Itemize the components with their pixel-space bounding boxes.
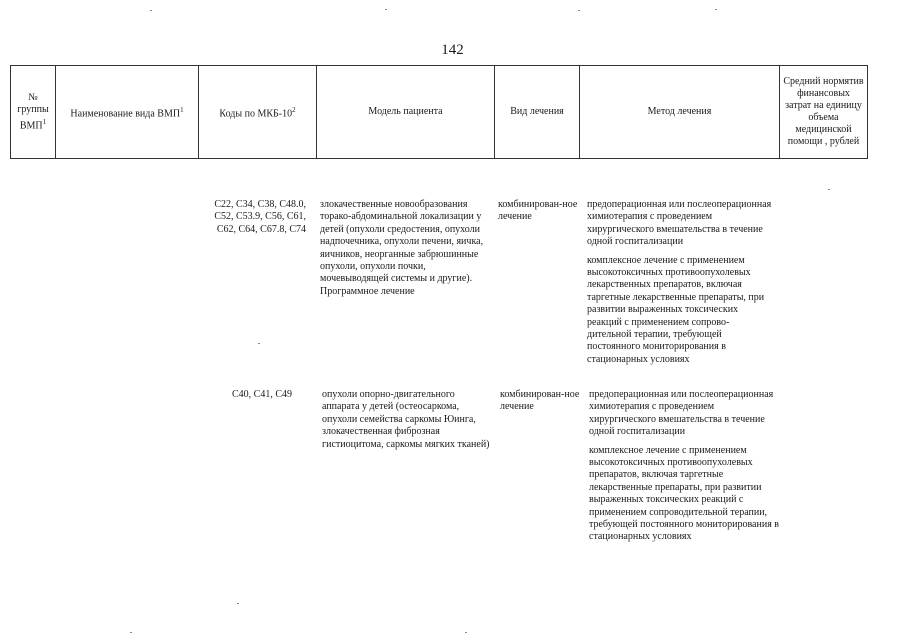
scan-speck	[465, 632, 467, 633]
row1-method-2: комплексное лечение с применением высокотоксичных противоопухолевых лекарственных препаратов, включая таргетные лекарственные препараты, при развитии выраженных токсических реакций с применением сопрово-дительной терапии, требующей постоянного мониторирования в стационарных условиях	[587, 254, 765, 365]
scan-speck	[578, 10, 580, 11]
row2-patient-model: опухоли опорно-двигательного аппарата у детей (остеосаркома, опухоли семейства саркомы Юинга, злокачественная фиброзная гистиоцитома, саркомы мягких тканей)	[322, 389, 490, 450]
header-treatment-type: Вид лечения	[495, 66, 580, 159]
row2-method-2: комплексное лечение с применением высокотоксичных противоопухолевых препаратов, включая таргетные лекарственные препараты, при развитии выраженных токсических реакций с применением сопроводительной терапии, требующей постоянного мониторирования в стационарных условиях	[589, 444, 780, 543]
row1-icd-codes: C22, C34, C38, C48.0, C52, C53.9, C56, C61, C62, C64, C67.8, C74	[214, 199, 306, 235]
row1-treatment-type: комбинирован-ное лечение	[498, 199, 578, 223]
row1-method-1: предоперационная или послеоперационная химиотерапия с проведением хирургического вмешательства в течение одной госпитализации	[587, 199, 772, 248]
header-group-no: № группы ВМП$^1$	[11, 66, 56, 159]
column-header-table	[10, 65, 868, 159]
row2-icd-codes: C40, C41, C49	[231, 389, 292, 400]
page-number: 142	[441, 42, 464, 58]
header-icd-codes: Коды по МКБ-$10^2$	[199, 66, 317, 159]
row1-patient-model: злокачественные новообразования торако-абдоминальной локализации у детей (опухоли средостения, опухоли надпочечника, опухоли печени, яичка, яичников, неорганные забрюшинные опухоли, опухоли почки, мочевыводящей системы и другие). Программное лечение	[320, 199, 484, 297]
scan-speck	[237, 603, 239, 604]
scan-speck	[130, 632, 132, 633]
scan-speck	[828, 189, 830, 190]
header-patient-model: Модель пациента	[317, 66, 495, 159]
row2-treatment-methods	[589, 389, 779, 550]
header-treatment-method: Метод лечения	[580, 66, 780, 159]
row2-treatment-type: комбинирован-ное лечение	[500, 389, 580, 413]
scan-speck	[150, 10, 152, 11]
scan-speck	[385, 9, 387, 10]
row1-treatment-methods	[587, 199, 772, 372]
header-avg-cost: Средний нормятив финансовых затрат на единицу объема медицинской помощи , рублей	[780, 66, 868, 159]
row2-method-1: предоперационная или послеоперационная химиотерапия с проведением хирургического вмешательства в течение одной госпитализации	[589, 389, 774, 438]
scan-speck	[715, 9, 717, 10]
header-type-name: Наименование вида ВМП$^1$	[56, 66, 199, 159]
scan-speck	[258, 343, 260, 344]
